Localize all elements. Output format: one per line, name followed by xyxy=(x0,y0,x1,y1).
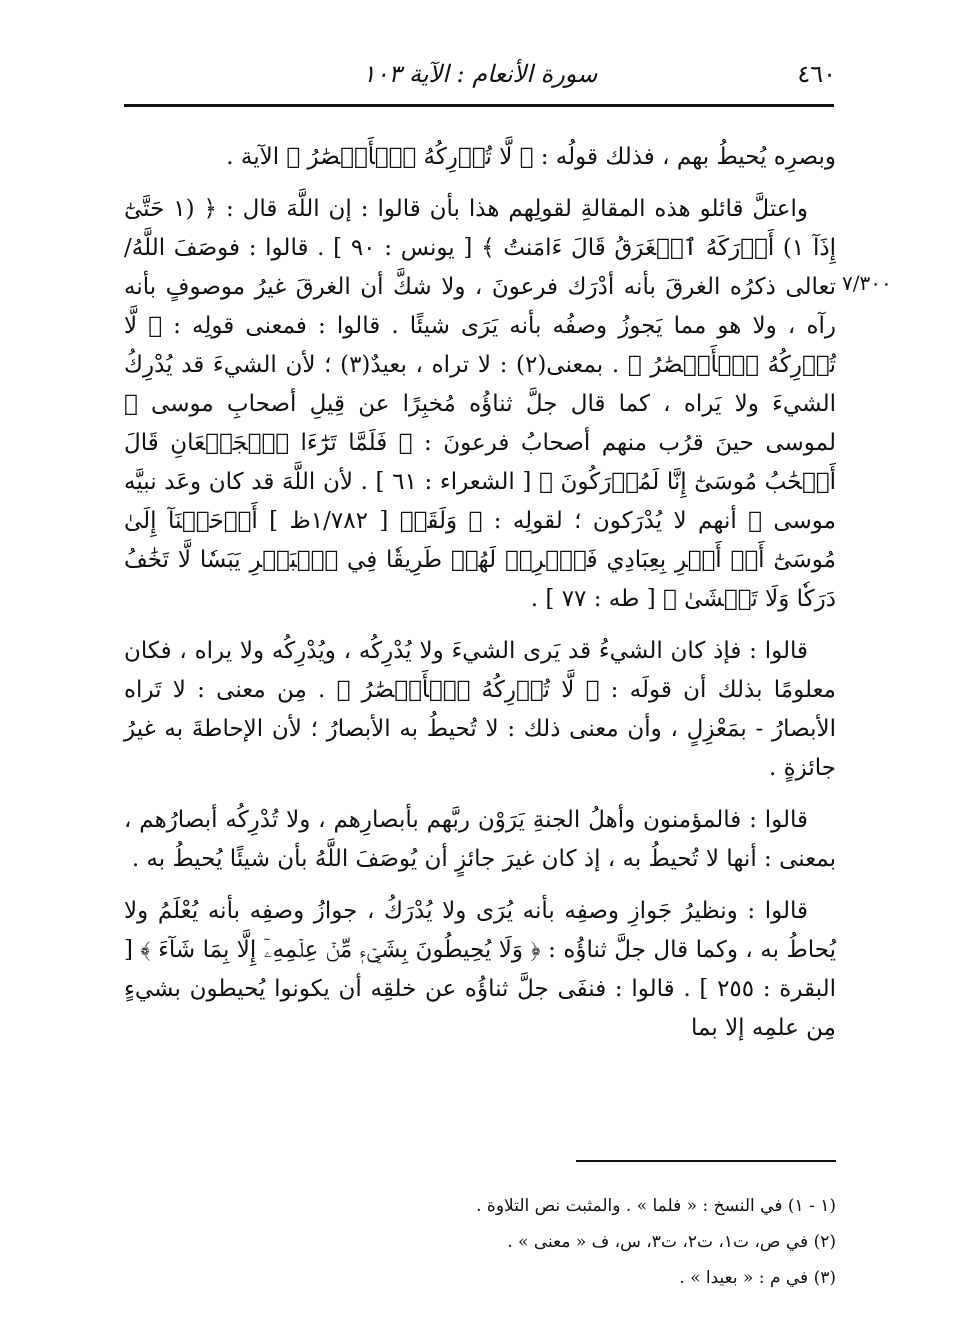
paragraph: قالوا : فإذ كان الشيءُ قد يَرى الشيءَ ولا يُدْرِكُه ، ويُدْرِكُه ولا يراه ، فكان معلومًا بذلك أن قولَه : ﴿ لَّا تُدۡرِكُهُ ٱلۡأَبۡصَٰرُ ﴾ . مِن معنى : لا تَراه الأبصارُ - بمَعْزِلٍ ، وأن معنى ذلك : لا تُحيطُ به الأبصارُ ؛ لأن الإحاطةَ به غيرُ جائزةٍ . xyxy=(124,638,836,781)
main-text xyxy=(124,138,836,1061)
footnote: (١ - ١) في النسخ : « فلما » . والمثبت نص التلاوة . xyxy=(476,1196,836,1216)
footnotes xyxy=(124,1188,836,1296)
page-header xyxy=(124,56,836,96)
paragraph: واعتلَّ قائلو هذه المقالةِ لقولِهم هذا بأن قالوا : إن اللَّهَ قال : ﴿ (١ حَتَّىٰٓ إِذَآ ١) أَدۡرَكَهُ ٱلۡغَرَقُ قَالَ ءَامَنتُ ﴾ [ يونس : ٩٠ ] . قالوا : فوصَفَ اللَّهُ/ تعالى ذكرُه الغرقَ بأنه أدْرَك فرعونَ ، ولا شكَّ أن الغرقَ غيرُ موصوفٍ بأنه رآه ، ولا هو مما يَجوزُ وصفُه بأنه يَرَى شيئًا . قالوا : فمعنى قولِه : ﴿ لَّا تُدۡرِكُهُ ٱلۡأَبۡصَٰرُ ﴾ . بمعنى(٢) : لا تراه ، بعيدٌ(٣) ؛ لأن الشيءَ قد يُدْرِكُ الشيءَ ولا يَراه ، كما قال جلَّ ثناؤُه مُخبِرًا عن قِيلِ أصحابِ موسى ﷺ لموسى حينَ قرُب منهم أصحابُ فرعونَ : ﴿ فَلَمَّا تَرَٰٓءَا ٱلۡجَمۡعَانِ قَالَ أَصۡحَٰبُ مُوسَىٰٓ إِنَّا لَمُدۡرَكُونَ ﴾ [ الشعراء : ٦١ ] . لأن اللَّهَ قد كان وعَد نبيَّه موسى ﷺ أنهم لا يُدْرَكون ؛ لقولِه : ﴿ وَلَقَدۡ [ ١/٧٨٢ظ ] أَوۡحَيۡنَآ إِلَىٰ مُوسَىٰٓ أَنۡ أَسۡرِ بِعِبَادِي فَٱضۡرِبۡ لَهُمۡ طَرِيقٗا فِي ٱلۡبَحۡرِ يَبَسٗا لَّا تَخَٰفُ دَرَكٗا وَلَا تَخۡشَىٰ ﴾ [ طه : ٧٧ ] . xyxy=(124,196,837,612)
header-rule xyxy=(124,104,834,107)
page-number: ٤٦٠ xyxy=(797,60,836,88)
footnote: (٣) في م : « بعيدا » . xyxy=(679,1268,836,1288)
paragraph: قالوا : فالمؤمنون وأهلُ الجنةِ يَرَوْن ربَّهم بأبصارِهم ، ولا تُدْرِكُه أبصارُهم ، بمعنى : أنها لا تُحيطُ به ، إذ كان غيرَ جائزٍ أن يُوصَفَ اللَّهُ بأن شيئًا يُحيطُ به . xyxy=(124,807,836,872)
paragraph: قالوا : ونظيرُ جَوازِ وصفِه بأنه يُرَى ولا يُدْرَكُ ، جوازُ وصفِه بأنه يُعْلَمُ ولا يُحاطُ به ، وكما قال جلَّ ثناؤُه : ﴿ وَلَا يُحِيطُونَ بِشَيۡءٖ مِّنۡ عِلۡمِهِۦٓ إِلَّا بِمَا شَآءَ ﴾ [ البقرة : ٢٥٥ ] . قالوا : فنفَى جلَّ ثناؤُه عن خلقِه أن يكونوا يُحيطون بشيءٍ مِن علمِه إلا بما xyxy=(124,898,836,1041)
paragraph: وبصرِه يُحيطُ بهم ، فذلك قولُه : ﴿ لَّا تُدۡرِكُهُ ٱلۡأَبۡصَٰرُ ﴾ الآية . xyxy=(226,144,836,170)
footnote-rule xyxy=(576,1160,836,1162)
footnote: (٢) في ص، ت١، ت٢، ت٣، س، ف « معنى » . xyxy=(507,1232,836,1252)
running-title: سورة الأنعام : الآية ١٠٣ xyxy=(362,60,598,88)
margin-reference: ٧/٣٠٠ xyxy=(842,271,892,295)
